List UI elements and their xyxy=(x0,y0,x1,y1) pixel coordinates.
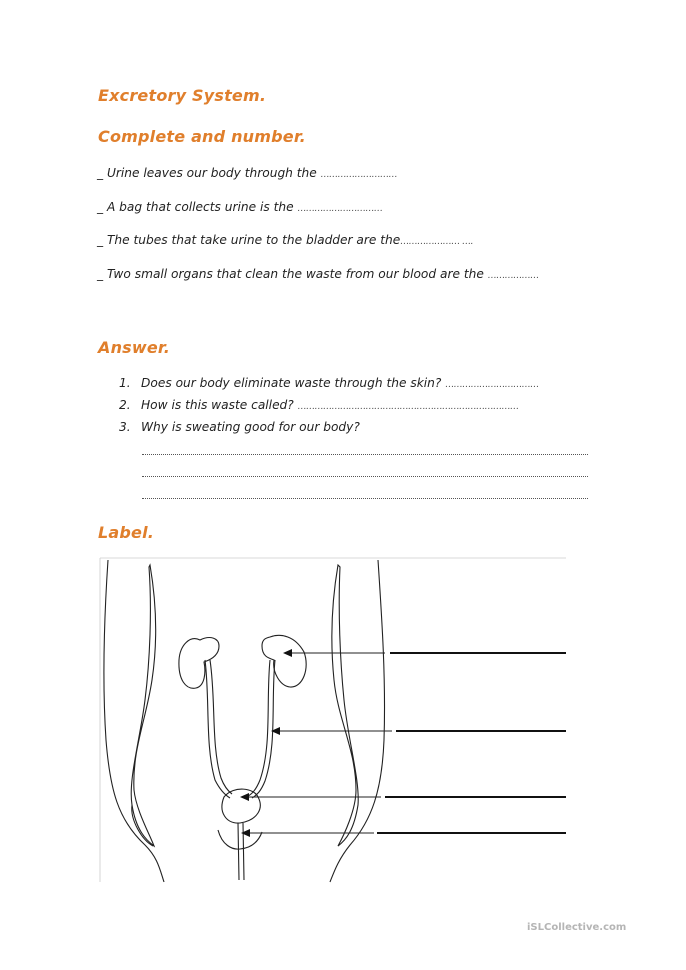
ureter-left xyxy=(205,660,230,798)
body-outline-right xyxy=(330,560,385,882)
arrow-head-icon xyxy=(241,829,250,837)
item-prefix: _ xyxy=(97,267,104,281)
item-text: Two small organs that clean the waste from our blood are the xyxy=(106,267,484,281)
item-blank[interactable]: ……………… xyxy=(487,271,539,281)
question-text: Does our body eliminate waste through the skin? xyxy=(141,376,442,390)
item-prefix: _ xyxy=(97,166,104,180)
arrow-head-icon xyxy=(240,793,249,801)
item-blank[interactable]: ………………… …. xyxy=(400,237,474,247)
item-blank[interactable]: ……………………… xyxy=(320,170,398,180)
watermark: iSLCollective.com xyxy=(527,922,627,933)
urethra xyxy=(238,823,244,880)
label-heading: Label. xyxy=(98,523,155,542)
item-text: The tubes that take urine to the bladder are the xyxy=(106,233,401,247)
question-number: 2. xyxy=(119,398,131,412)
item-text: Urine leaves our body through the xyxy=(106,166,317,180)
question-blank[interactable]: …………………………………………………………………… xyxy=(297,402,519,412)
arrow-head-icon xyxy=(283,649,292,657)
bladder xyxy=(222,789,260,823)
question-number: 1. xyxy=(119,376,131,390)
answer-heading: Answer. xyxy=(98,338,171,357)
item-prefix: _ xyxy=(97,200,104,214)
item-prefix: _ xyxy=(97,233,104,247)
arm-left xyxy=(131,565,155,846)
arm-right xyxy=(332,565,358,846)
complete-heading: Complete and number. xyxy=(98,127,306,146)
question-blank[interactable]: …………………………… xyxy=(445,380,539,390)
worksheet-title: Excretory System. xyxy=(98,86,267,105)
question-text: Why is sweating good for our body? xyxy=(141,420,360,434)
question-number: 3. xyxy=(119,420,131,434)
item-text: A bag that collects urine is the xyxy=(106,200,294,214)
item-blank[interactable]: ………………………… xyxy=(297,204,383,214)
kidney-left xyxy=(179,638,219,689)
question-text: How is this waste called? xyxy=(141,398,294,412)
